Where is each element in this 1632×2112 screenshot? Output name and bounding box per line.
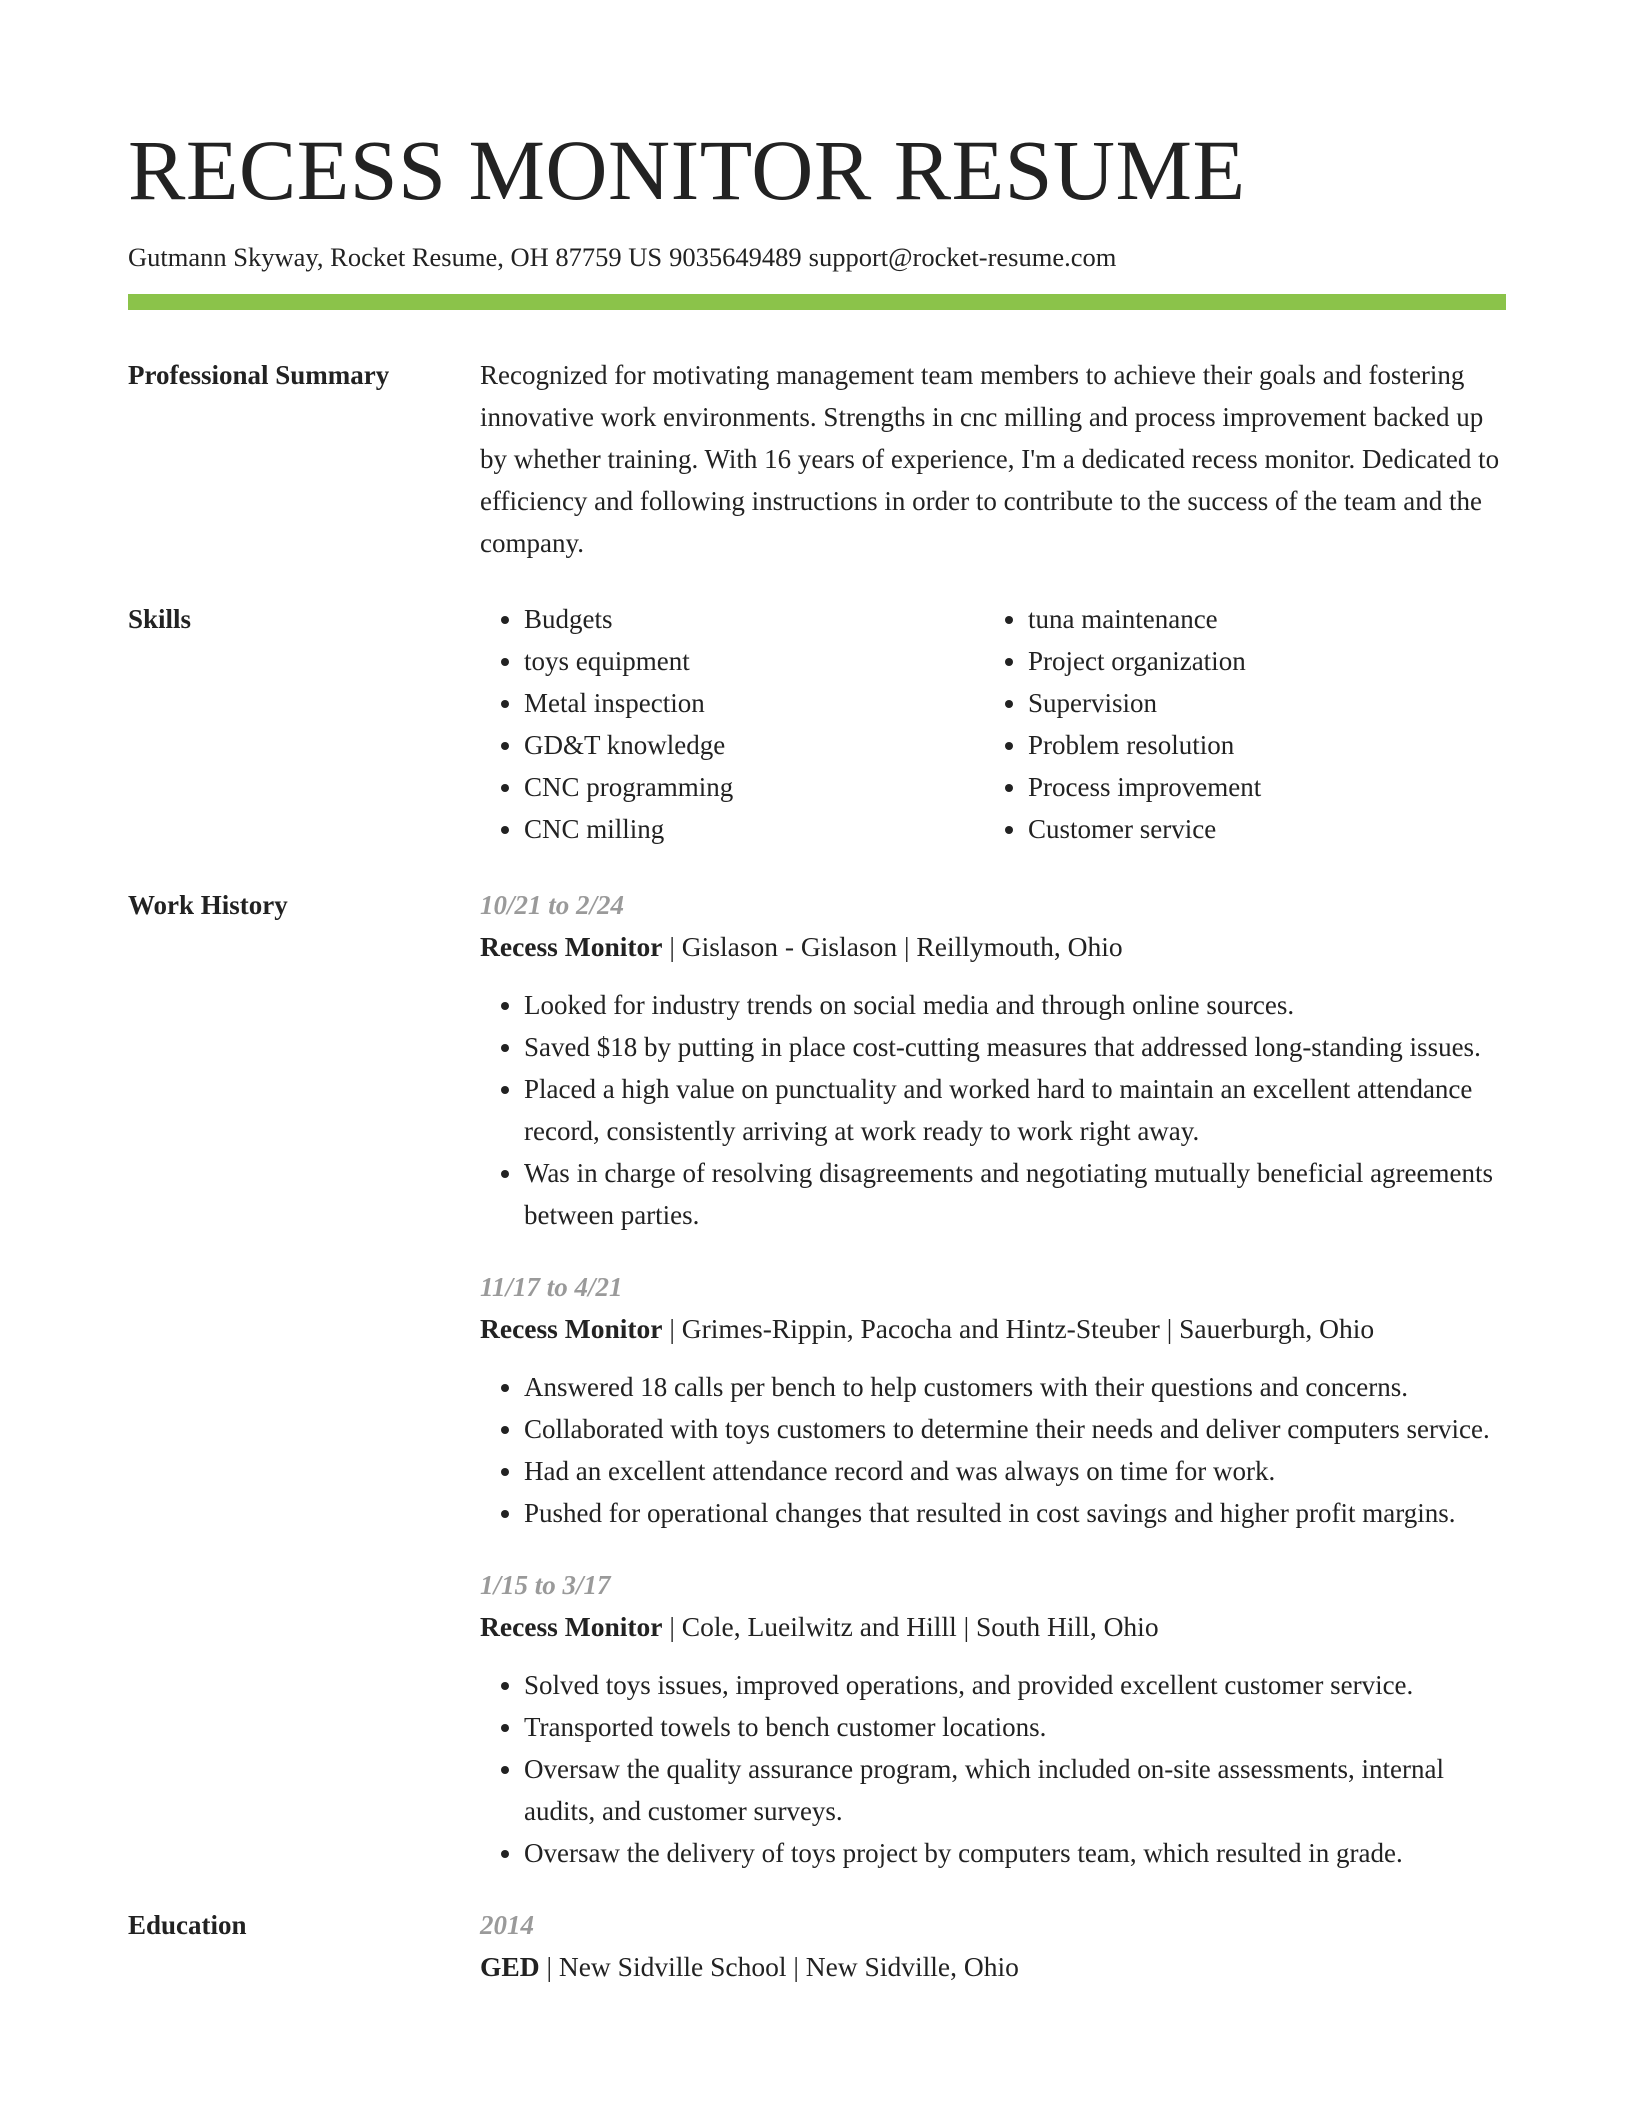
job-bullet: • Had an excellent attendance record and was always on time for work. — [524, 1450, 1506, 1492]
job-bullet: • Oversaw the delivery of toys project by computers team, which resulted in grade. — [524, 1832, 1506, 1874]
work-history-heading: Work History — [128, 890, 288, 920]
job-bullet: • Looked for industry trends on social media and through online sources. — [524, 984, 1506, 1026]
education-degree: GED — [480, 1951, 540, 1982]
skill-item: • Project organization — [1028, 640, 1488, 682]
header-divider — [128, 294, 1506, 310]
job-bullet: • Solved toys issues, improved operations, and provided excellent customer service. — [524, 1664, 1506, 1706]
summary-text: Recognized for motivating management team members to achieve their goals and fostering innovative work environments. Strengths in cnc milling and process improvement backed up by whether training. With 16 years of experience, I'm a dedicated recess monitor. Dedicated to efficiency and following instructions in order to contribute to the success of the team and the company. — [480, 360, 1500, 558]
skills-column-left — [480, 598, 984, 850]
job-bullet: • Placed a high value on punctuality and worked hard to maintain an excellent attendance record, consistently arriving at work ready to work right away. — [524, 1068, 1506, 1152]
job-bullet: • Pushed for operational changes that resulted in cost savings and higher profit margins. — [524, 1492, 1506, 1534]
skill-item: • CNC milling — [524, 808, 984, 850]
job-entry — [480, 884, 1506, 1236]
skill-item: • toys equipment — [524, 640, 984, 682]
job-dates: 1/15 to 3/17 — [480, 1570, 611, 1600]
contact-email: support@rocket-resume.com — [808, 242, 1117, 272]
job-bullets — [480, 1366, 1506, 1534]
summary-section — [128, 354, 1506, 564]
skills-section — [128, 598, 1506, 850]
job-role: Recess Monitor — [480, 1611, 663, 1642]
job-role: Recess Monitor — [480, 1313, 663, 1344]
skill-item: • Problem resolution — [1028, 724, 1488, 766]
job-bullet: • Collaborated with toys customers to determine their needs and deliver computers service. — [524, 1408, 1506, 1450]
resume-title: RECESS MONITOR RESUME — [128, 122, 1246, 218]
job-bullet: • Answered 18 calls per bench to help customers with their questions and concerns. — [524, 1366, 1506, 1408]
skills-list — [480, 598, 1506, 850]
job-title-line — [480, 1606, 1506, 1648]
job-employer: | Gislason - Gislason | Reillymouth, Ohio — [662, 931, 1123, 962]
skills-heading: Skills — [128, 604, 192, 634]
job-bullet: • Oversaw the quality assurance program, which included on-site assessments, internal audits, and customer surveys. — [524, 1748, 1506, 1832]
skills-column-right — [984, 598, 1488, 850]
education-section — [128, 1904, 1506, 1988]
job-bullets — [480, 984, 1506, 1236]
job-bullet: • Saved $18 by putting in place cost-cutting measures that addressed long-standing issues. — [524, 1026, 1506, 1068]
skill-item: • CNC programming — [524, 766, 984, 808]
skill-item: • Supervision — [1028, 682, 1488, 724]
job-employer: | Cole, Lueilwitz and Hilll | South Hill, Ohio — [662, 1611, 1159, 1642]
education-line — [480, 1946, 1506, 1988]
skill-item: • Process improvement — [1028, 766, 1488, 808]
skill-item: • Metal inspection — [524, 682, 984, 724]
job-bullet: • Was in charge of resolving disagreements and negotiating mutually beneficial agreements between parties. — [524, 1152, 1506, 1236]
contact-phone: 9035649489 — [669, 242, 802, 272]
job-employer: | Grimes-Rippin, Pacocha and Hintz-Steuber | Sauerburgh, Ohio — [662, 1313, 1375, 1344]
job-entry — [480, 1266, 1506, 1534]
skill-item: • tuna maintenance — [1028, 598, 1488, 640]
education-heading: Education — [128, 1910, 247, 1940]
job-entry — [480, 1564, 1506, 1874]
skill-item: • Customer service — [1028, 808, 1488, 850]
education-school: | New Sidville School | New Sidville, Ohio — [539, 1951, 1019, 1982]
contact-address: Gutmann Skyway, Rocket Resume, OH 87759 US — [128, 242, 663, 272]
job-dates: 11/17 to 4/21 — [480, 1272, 623, 1302]
education-year: 2014 — [480, 1910, 534, 1940]
job-bullets — [480, 1664, 1506, 1874]
job-dates: 10/21 to 2/24 — [480, 890, 625, 920]
job-title-line — [480, 926, 1506, 968]
job-role: Recess Monitor — [480, 931, 663, 962]
skill-item: • GD&T knowledge — [524, 724, 984, 766]
contact-line — [128, 240, 1506, 274]
job-bullet: • Transported towels to bench customer locations. — [524, 1706, 1506, 1748]
skill-item: • Budgets — [524, 598, 984, 640]
work-history-section — [128, 884, 1506, 1874]
job-title-line — [480, 1308, 1506, 1350]
summary-heading: Professional Summary — [128, 360, 390, 390]
